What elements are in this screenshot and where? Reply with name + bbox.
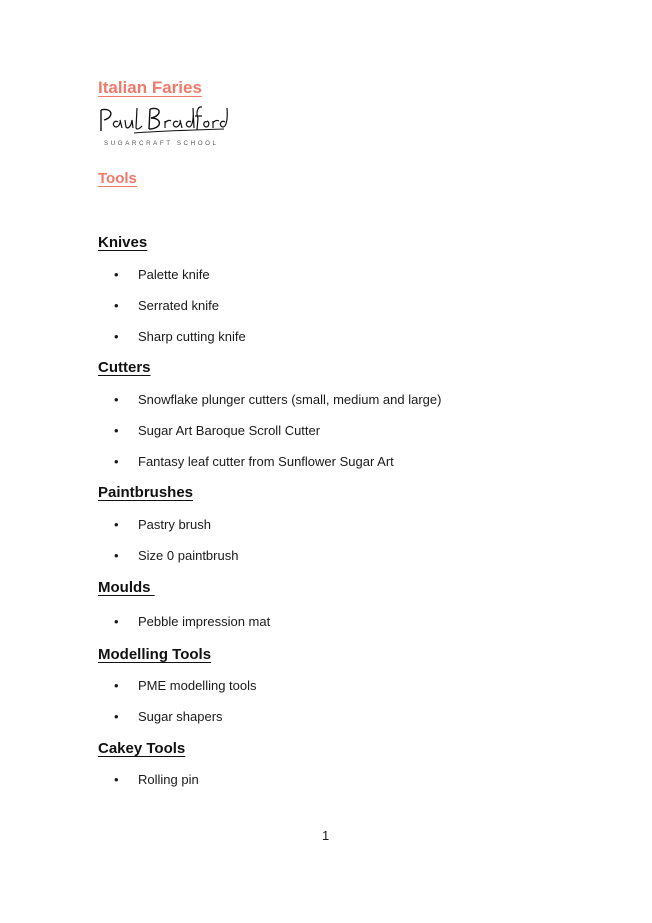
bullet-glyph: • (114, 392, 119, 407)
list-item-text: Sugar shapers (138, 709, 223, 724)
list-item (114, 678, 257, 693)
logo-subtitle: SUGARCRAFT SCHOOL (104, 140, 219, 147)
list-item-text: Snowflake plunger cutters (small, medium and large) (138, 392, 442, 407)
bullet-glyph: • (114, 709, 119, 724)
bullet-glyph: • (114, 614, 119, 629)
bullet-glyph: • (114, 267, 119, 282)
section-heading-cakey-tools: Cakey Tools (98, 740, 186, 757)
list-item-text: Size 0 paintbrush (138, 548, 239, 563)
section-heading-paintbrushes: Paintbrushes (98, 484, 194, 501)
section-heading-modelling-tools: Modelling Tools (98, 646, 212, 663)
list-item (114, 709, 223, 724)
list-item-text: Rolling pin (138, 772, 199, 787)
list-item-text: PME modelling tools (138, 678, 257, 693)
list-item-text: Serrated knife (138, 298, 219, 313)
list-item (114, 267, 210, 282)
list-item (114, 772, 199, 787)
bullet-glyph: • (114, 772, 119, 787)
list-item (114, 329, 246, 344)
bullet-glyph: • (114, 329, 119, 344)
bullet-glyph: • (114, 548, 119, 563)
bullet-glyph: • (114, 517, 119, 532)
bullet-glyph: • (114, 454, 119, 469)
section-heading-cutters: Cutters (98, 359, 151, 376)
tools-heading: Tools (98, 170, 137, 187)
list-item-text: Sharp cutting knife (138, 329, 246, 344)
section-heading-knives: Knives (98, 234, 148, 251)
list-item (114, 517, 211, 532)
list-item (114, 614, 270, 629)
section-heading-moulds: Moulds (98, 579, 155, 596)
list-item-text: Pastry brush (138, 517, 211, 532)
list-item (114, 298, 219, 313)
list-item (114, 454, 394, 469)
paul-bradford-logo (98, 104, 228, 148)
bullet-glyph: • (114, 423, 119, 438)
list-item-text: Palette knife (138, 267, 210, 282)
bullet-glyph: • (114, 298, 119, 313)
bullet-glyph: • (114, 678, 119, 693)
list-item (114, 423, 320, 438)
list-item (114, 548, 238, 563)
page-number: 1 (322, 828, 330, 843)
list-item-text: Fantasy leaf cutter from Sunflower Sugar Art (138, 454, 394, 469)
list-item (114, 392, 441, 407)
list-item-text: Sugar Art Baroque Scroll Cutter (138, 423, 321, 438)
list-item-text: Pebble impression mat (138, 614, 271, 629)
document-title: Italian Faries (98, 78, 202, 97)
